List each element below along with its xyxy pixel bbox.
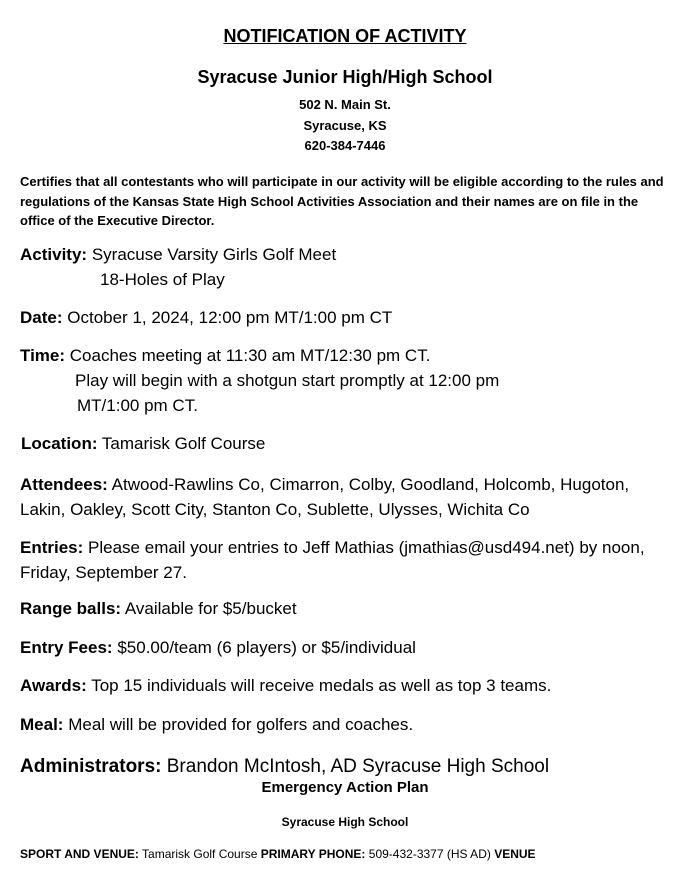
time-field <box>20 346 430 366</box>
administrators-value: Brandon McIntosh, AD Syracuse High School <box>166 756 550 777</box>
awards-value: Top 15 individuals will receive medals as well as top 3 teams. <box>91 676 552 695</box>
activity-field <box>20 245 336 265</box>
activity-label: Activity: <box>20 245 88 264</box>
time-value: Coaches meeting at 11:30 am MT/12:30 pm CT. <box>69 346 431 365</box>
activity-value: Syracuse Varsity Girls Golf Meet <box>91 245 337 264</box>
time-detail-1: Play will begin with a shotgun start promptly at 12:00 pm <box>75 371 500 390</box>
sport-venue-value: Tamarisk Golf Course <box>142 847 258 861</box>
attendees-value: Atwood-Rawlins Co, Cimarron, Colby, Goodland, Holcomb, Hugoton, Lakin, Oakley, Scott City, Stanton Co, Sublette, Ulysses, Wichita Co <box>20 475 630 519</box>
entry-fees-value: $50.00/team (6 players) or $5/individual <box>117 638 416 657</box>
awards-label: Awards: <box>20 676 87 695</box>
administrators-field <box>20 756 549 778</box>
address-city: Syracuse, KS <box>303 118 387 133</box>
meal-field <box>20 715 413 735</box>
entry-fees-label: Entry Fees: <box>20 638 113 657</box>
administrators-label: Administrators: <box>20 756 162 777</box>
entry-fees-field <box>20 638 416 658</box>
activity-detail: 18-Holes of Play <box>100 270 225 289</box>
attendees-label: Attendees: <box>20 475 108 494</box>
primary-phone-value: 509-432-3377 (HS AD) <box>368 847 491 861</box>
date-label: Date: <box>20 308 63 327</box>
date-field <box>20 308 392 328</box>
meal-label: Meal: <box>20 715 64 734</box>
awards-field <box>20 676 551 696</box>
range-balls-value: Available for $5/bucket <box>124 599 297 618</box>
time-label: Time: <box>20 346 66 365</box>
eap-sport-venue-line <box>20 847 536 861</box>
meal-value: Meal will be provided for golfers and coaches. <box>68 715 414 734</box>
school-phone: 620-384-7446 <box>304 138 386 153</box>
location-value: Tamarisk Golf Course <box>101 434 266 453</box>
venue-label: VENUE <box>494 847 536 861</box>
time-detail-2: MT/1:00 pm CT. <box>77 396 198 415</box>
certification-statement: Certifies that all contestants who will participate in our activity will be eligible according to the rules and regulations of the Kansas State High School Activities Association and their names are on file in the office of the Executive Director. <box>20 174 664 228</box>
range-balls-label: Range balls: <box>20 599 122 618</box>
entries-label: Entries: <box>20 538 84 557</box>
eap-school: Syracuse High School <box>281 815 409 829</box>
entries-field <box>20 536 675 585</box>
location-field <box>21 434 265 454</box>
date-value: October 1, 2024, 12:00 pm MT/1:00 pm CT <box>67 308 393 327</box>
eap-title: Emergency Action Plan <box>261 779 429 796</box>
sport-venue-label: SPORT AND VENUE: <box>20 847 139 861</box>
primary-phone-label: PRIMARY PHONE: <box>260 847 366 861</box>
document-title: NOTIFICATION OF ACTIVITY <box>223 26 467 46</box>
entries-value: Please email your entries to Jeff Mathias (jmathias@usd494.net) by noon, Friday, September 27. <box>20 538 645 582</box>
location-label: Location: <box>21 434 98 453</box>
range-balls-field <box>20 599 297 619</box>
school-name: Syracuse Junior High/High School <box>197 67 493 87</box>
attendees-field <box>20 473 675 522</box>
address-street: 502 N. Main St. <box>299 97 391 112</box>
